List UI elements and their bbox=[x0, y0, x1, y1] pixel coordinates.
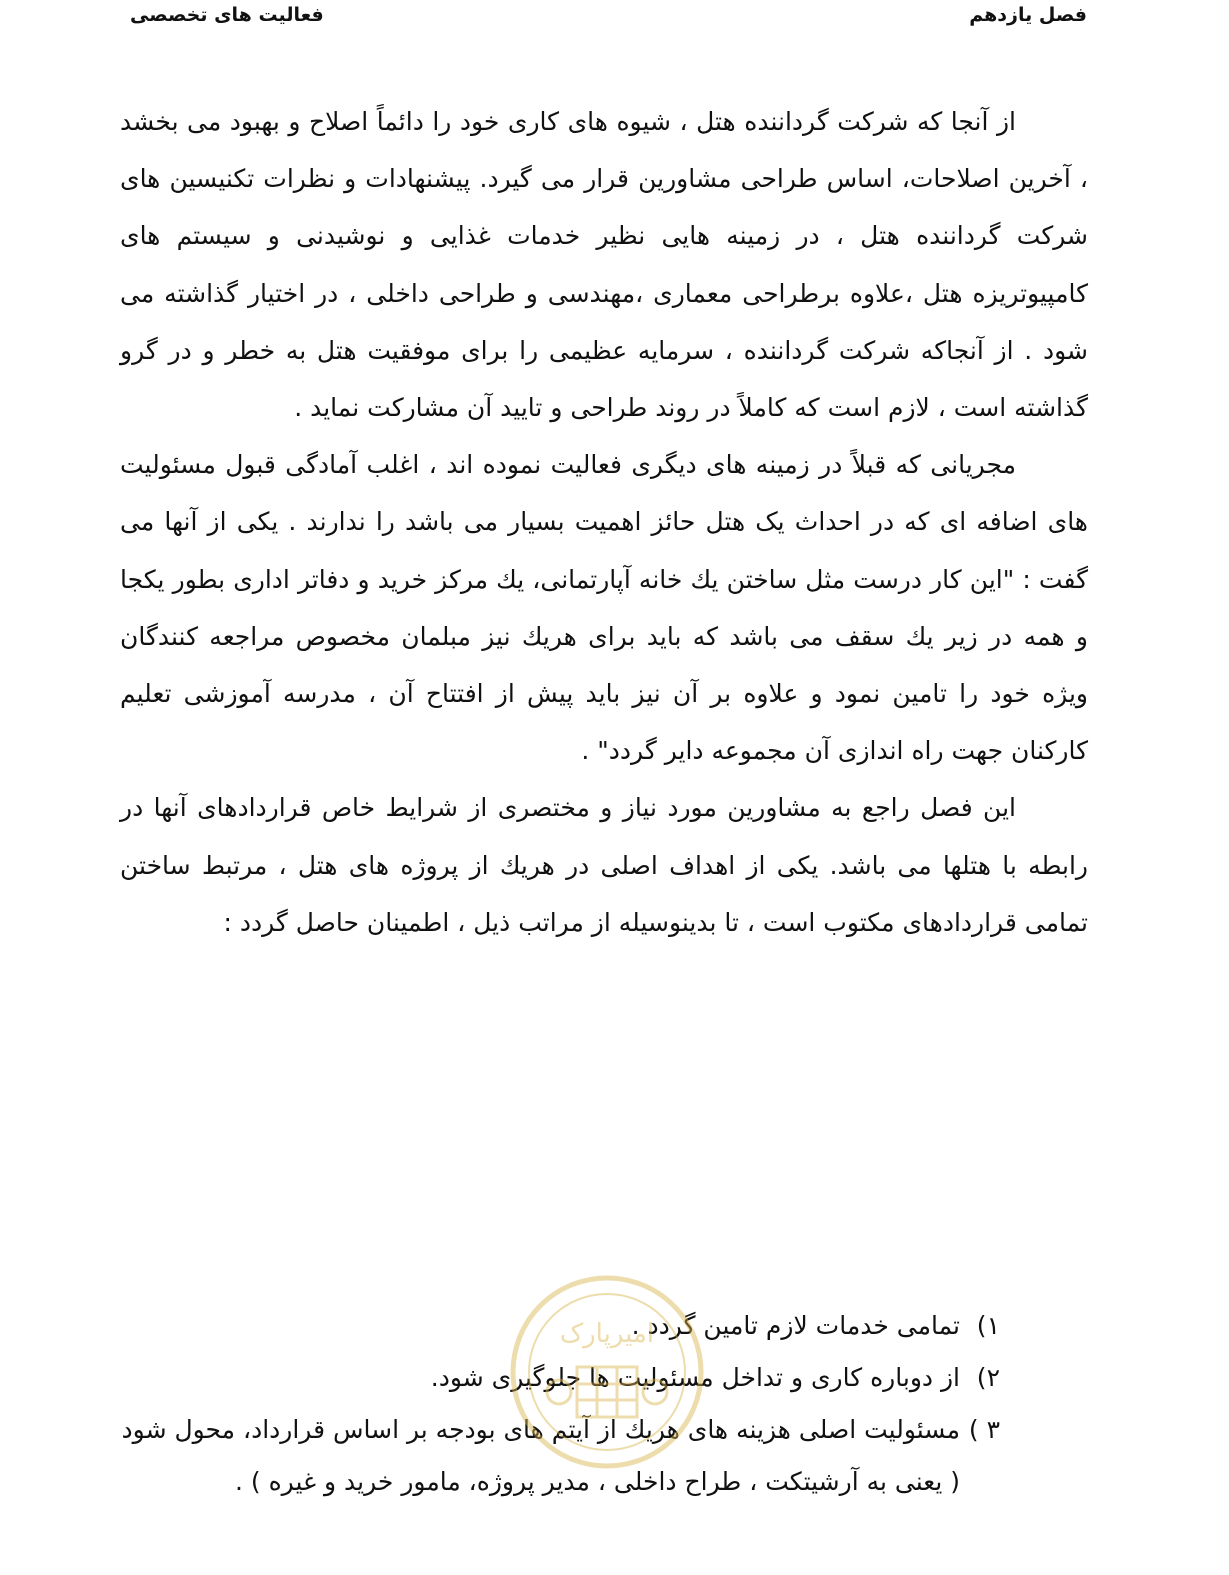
list-item bbox=[120, 1404, 1000, 1508]
list-number: ۱) bbox=[976, 1311, 1000, 1340]
paragraph-2: مجریانی که قبلاً در زمینه های دیگری فعالیت نموده اند ، اغلب آمادگی قبول مسئولیت های اضافه ای که در احداث یک هتل حائز اهمیت بسیار می باشد را ندارند . یکی از آنها می گفت : "این کار درست مثل ساختن یك خانه آپارتمانی، یك مرکز خرید و دفاتر اداری بطور یکجا و همه در زیر یك سقف می باشد که باید برای هریك نیز مبلمان مخصوص مراجعه کنندگان ویژه خود را تامین نمود و علاوه بر آن نیز باید پیش از افتتاح آن ، مدرسه آموزشی تعلیم کارکنان جهت راه اندازی آن مجموعه دایر گردد" . bbox=[120, 450, 1088, 766]
list-text: از دوباره کاری و تداخل مسئولیت ها جلوگیری شود. bbox=[430, 1363, 960, 1392]
chapter-title: فصل یازدهم bbox=[969, 4, 1087, 26]
list-text: تمامی خدمات لازم تامین گردد . bbox=[631, 1311, 960, 1340]
list-text: مسئولیت اصلی هزینه های هریك از آیتم های بودجه بر اساس قرارداد، محول شود ( یعنی به آرشیتکت ، طراح داخلی ، مدیر پروژه، مامور خرید و غیره ) . bbox=[121, 1415, 960, 1496]
paragraph-3: این فصل راجع به مشاورین مورد نیاز و مختصری از شرایط خاص قراردادهای آنها در رابطه با هتلها می باشد. یکی از اهداف اصلی در هریك از پروژه های هتل ، مرتبط ساختن تمامی قراردادهای مکتوب است ، تا بدینوسیله از مراتب ذیل ، اطمینان حاصل گردد : bbox=[120, 793, 1088, 937]
numbered-list bbox=[120, 1300, 1000, 1508]
running-header bbox=[130, 4, 1087, 34]
list-number: ۲) bbox=[976, 1363, 1000, 1392]
list-item bbox=[120, 1352, 1000, 1404]
body-text bbox=[120, 93, 1088, 951]
section-title: فعالیت های تخصصی bbox=[130, 4, 324, 26]
list-number: ۳ ) bbox=[968, 1415, 1000, 1444]
stamp-text: امیرپارک bbox=[559, 1319, 655, 1349]
paragraph-1: از آنجا که شرکت گرداننده هتل ، شیوه های کاری خود را دائماً اصلاح و بهبود می بخشد ، آخرین اصلاحات، اساس طراحی مشاورین قرار می گیرد. پیشنهادات و نظرات تکنیسین های شرکت گرداننده هتل ، در زمینه هایی نظیر خدمات غذایی و نوشیدنی و سیستم های کامپیوتریزه هتل ،علاوه برطراحی معماری ،مهندسی و طراحی داخلی ، در اختیار گذاشته می شود . از آنجاکه شرکت گرداننده ، سرمایه عظیمی را برای موفقیت هتل به خطر و در گرو گذاشته است ، لازم است که کاملاً در روند طراحی و تایید آن مشارکت نماید . bbox=[120, 107, 1088, 423]
list-item bbox=[120, 1300, 1000, 1352]
